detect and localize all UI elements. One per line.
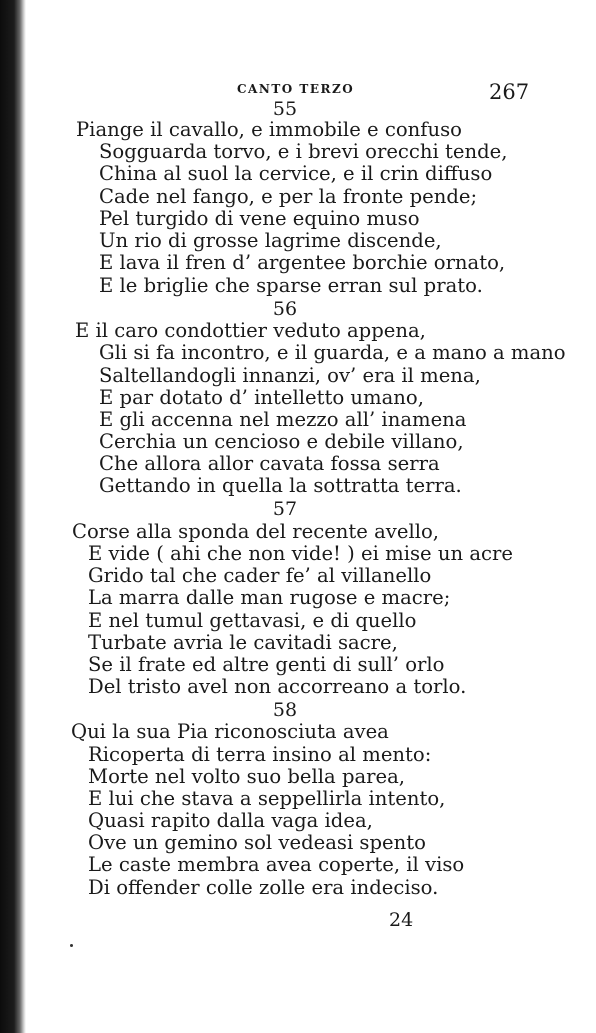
verse-line: E le briglie che sparse erran sul prato. (99, 274, 483, 297)
verse-line: Cade nel fango, e per la fronte pende; (99, 185, 478, 208)
verse-line: E lava il fren d’ argentee borchie ornato, (99, 251, 506, 274)
verse-line: Un rio di grosse lagrime discende, (99, 229, 442, 252)
verse-line: Ove un gemino sol vedeasi spento (88, 831, 426, 854)
page-number: 267 (489, 80, 530, 104)
verse-line: Grido tal che cader fe’ al villanello (88, 564, 432, 587)
verse-line: Morte nel volto suo bella parea, (88, 765, 406, 788)
ink-speck (70, 944, 73, 947)
verse-line: Sogguarda torvo, e i brevi orecchi tende, (99, 140, 508, 163)
verse-line: Se il frate ed altre genti di sull’ orlo (88, 653, 445, 676)
verse-line: E gli accenna nel mezzo all’ inamena (99, 408, 467, 431)
verse-line: E vide ( ahi che non vide! ) ei mise un acre (88, 542, 513, 565)
verse-line: E il caro condottier veduto appena, (75, 319, 426, 342)
running-head: CANTO TERZO (237, 82, 355, 96)
verse-line: Che allora allor cavata fossa serra (99, 452, 440, 475)
verse-line: E par dotato d’ intelletto umano, (99, 386, 424, 409)
signature-mark: 24 (389, 909, 414, 931)
stanza-number: 58 (272, 699, 298, 721)
verse-line: Saltellandogli innanzi, ov’ era il mena, (99, 364, 481, 387)
verse-line: Del tristo avel non accorreano a torlo. (88, 675, 467, 698)
verse-line: E lui che stava a seppellirla intento, (88, 787, 446, 810)
stanza-number: 56 (272, 298, 298, 320)
stanza-number: 55 (272, 98, 298, 120)
verse-line: Cerchia un cencioso e debile villano, (99, 430, 464, 453)
verse-line: Pel turgido di vene equino muso (99, 207, 420, 230)
verse-line: Qui la sua Pia riconosciuta avea (71, 720, 389, 743)
verse-line: E nel tumul gettavasi, e di quello (88, 609, 417, 632)
verse-line: La marra dalle man rugose e macre; (88, 586, 451, 609)
verse-line: China al suol la cervice, e il crin diffuso (99, 162, 493, 185)
verse-line: Gettando in quella la sottratta terra. (99, 474, 462, 497)
verse-line: Turbate avria le cavitadi sacre, (88, 631, 398, 654)
verse-line: Ricoperta di terra insino al mento: (88, 743, 432, 766)
verse-line: Piange il cavallo, e immobile e confuso (76, 118, 462, 141)
verse-line: Le caste membra avea coperte, il viso (88, 853, 465, 876)
verse-line: Di offender colle zolle era indeciso. (88, 876, 439, 899)
verse-line: Corse alla sponda del recente avello, (72, 520, 440, 543)
stanza-number: 57 (272, 498, 298, 520)
verse-line: Gli si fa incontro, e il guarda, e a mano a mano (99, 341, 566, 364)
verse-line: Quasi rapito dalla vaga idea, (88, 809, 373, 832)
